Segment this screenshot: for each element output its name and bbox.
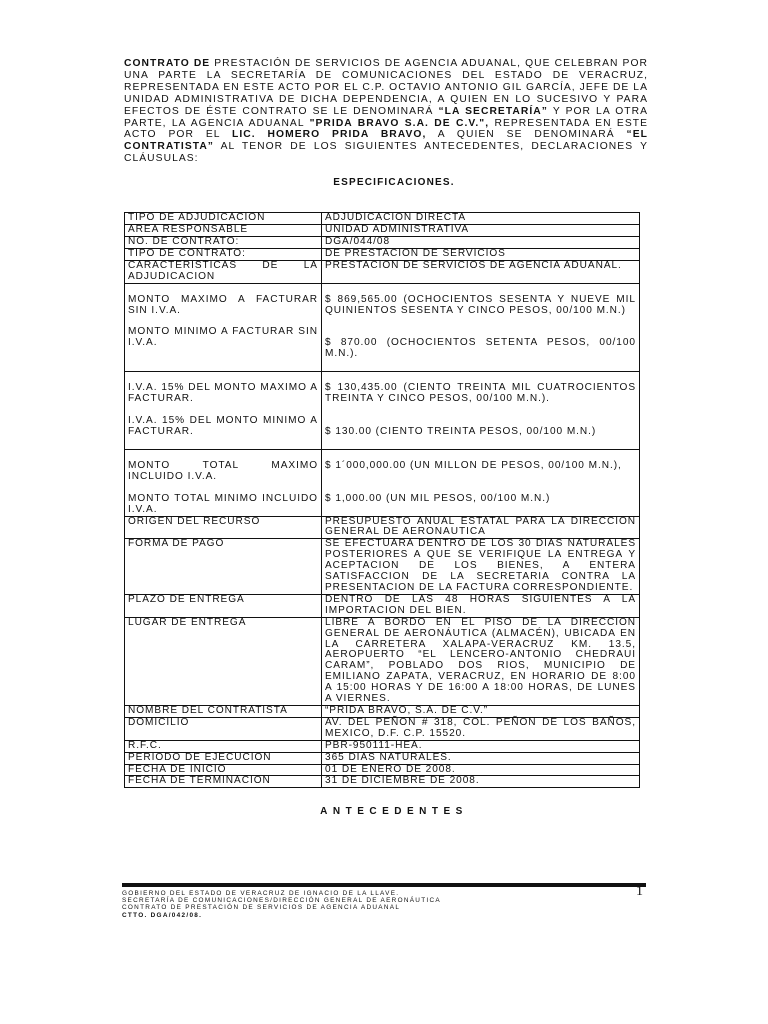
intro-bold-representative: LIC. HOMERO PRIDA BRAVO, [232, 129, 427, 141]
table-row [125, 372, 640, 450]
spacer [325, 405, 636, 427]
spec-value: “PRIDA BRAVO, S.A. DE C.V.” [322, 705, 640, 717]
intro-text-4: A QUIEN SE DENOMINARÁ [426, 129, 627, 141]
spec-value: PRESTACION DE SERVICIOS DE AGENCIA ADUANAL. [322, 260, 640, 283]
spacer [325, 472, 636, 494]
spec-value-cell [322, 449, 640, 516]
spec-value: PBR-950111-HEA. [322, 740, 640, 752]
footer-rule [122, 883, 646, 887]
specifications-table [124, 212, 640, 788]
spec-key: LUGAR DE ENTREGA [125, 617, 322, 705]
intro-bold-secretaria: “LA SECRETARÍA” [438, 105, 548, 117]
table-row [125, 764, 640, 776]
intro-bold-agency: "PRIDA BRAVO S.A. DE C.V.", [309, 117, 490, 129]
spacer [325, 284, 636, 295]
spec-key: MONTO TOTAL MINIMO INCLUIDO I.V.A. [128, 492, 318, 515]
table-row [125, 705, 640, 717]
spec-value: $ 1´000,000.00 (UN MILLON DE PESOS, 00/100 M.N.), [325, 459, 622, 471]
spec-key: TIPO DE CONTRATO: [125, 248, 322, 260]
table-row [125, 225, 640, 237]
document-page [124, 58, 648, 817]
footer-line-government: GOBIERNO DEL ESTADO DE VERACRUZ DE IGNACIO DE LA LLAVE. [122, 890, 400, 897]
spec-key: NO. DE CONTRATO: [125, 236, 322, 248]
contract-intro-paragraph [124, 58, 648, 165]
intro-text-2: Y POR LA OTRA PARTE, LA AGENCIA ADUANAL [124, 105, 649, 129]
table-row [125, 717, 640, 740]
spec-value-cell [322, 372, 640, 450]
spec-key: FORMA DE PAGO [125, 539, 322, 595]
spacer [325, 360, 636, 371]
spec-value: DENTRO DE LAS 48 HORAS SIGUIENTES A LA IMPORTACION DEL BIEN. [322, 594, 640, 617]
page-footer [122, 883, 646, 919]
spacer [325, 316, 636, 338]
table-row [125, 516, 640, 539]
spec-key: DOMICILIO [125, 717, 322, 740]
spec-key: TIPO DE ADJUDICACION [125, 213, 322, 225]
table-row [125, 776, 640, 788]
spec-value: UNIDAD ADMINISTRATIVA [322, 225, 640, 237]
spacer [128, 284, 318, 295]
intro-bold-contract: CONTRATO DE [124, 58, 211, 69]
spec-key-cell [125, 372, 322, 450]
spec-key: PERIODO DE EJECUCION [125, 752, 322, 764]
table-row [125, 213, 640, 225]
spec-value: AV. DEL PEÑON # 318, COL. PEÑON DE LOS BAÑOS, MEXICO, D.F. C.P. 15520. [322, 717, 640, 740]
spec-key: MONTO TOTAL MAXIMO INCLUIDO I.V.A. [128, 459, 318, 482]
spec-key: I.V.A. 15% DEL MONTO MINIMO A FACTURAR. [128, 415, 318, 437]
spec-value: $ 1,000.00 (UN MIL PESOS, 00/100 M.N.) [325, 492, 551, 504]
footer-line-secretariat: SECRETARÍA DE COMUNICACIONES/DIRECCIÓN GENERAL DE AERONÁUTICA [122, 897, 441, 905]
spec-key: PLAZO DE ENTREGA [125, 594, 322, 617]
table-row [125, 283, 640, 372]
spec-key: NOMBRE DEL CONTRATISTA [125, 705, 322, 717]
spec-key: AREA RESPONSABLE [125, 225, 322, 237]
spec-key: FECHA DE INICIO [125, 764, 322, 776]
intro-text-5: AL TENOR DE LOS SIGUIENTES ANTECEDENTES, DECLARACIONES Y CLÁUSULAS: [124, 141, 648, 165]
spec-key: MONTO MAXIMO A FACTURAR SIN I.V.A. [128, 293, 318, 316]
table-row [125, 752, 640, 764]
spec-value: $ 130.00 (CIENTO TREINTA PESOS, 00/100 M.N.) [325, 426, 597, 438]
page-number: 1 [636, 884, 643, 899]
table-row [125, 248, 640, 260]
spec-value: DE PRESTACION DE SERVICIOS [322, 248, 640, 260]
table-row [125, 617, 640, 705]
footer-line-contract-title: CONTRATO DE PRESTACIÓN DE SERVICIOS DE AGENCIA ADUANAL [122, 904, 401, 912]
table-row [125, 236, 640, 248]
spec-value: LIBRE A BORDO EN EL PISO DE LA DIRECCION GENERAL DE AERONÁUTICA (ALMACÉN), UBICADA EN LA CARRETERA XALAPA-VERACRUZ KM. 13.5, AEROPUERTO “EL LENCERO-ANTONIO CHEDRAUI CARAM”, POBLADO DOS RIOS, MUNICIPIO DE EMILIANO ZAPATA, VERACRUZ, EN HORARIO DE 8:00 A 15:00 HORAS Y DE 16:00 A 18:00 HORAS, DE LUNES A VIERNES. [322, 617, 640, 705]
spec-value: 31 DE DICIEMBRE DE 2008. [322, 776, 640, 788]
spec-key: R.F.C. [125, 740, 322, 752]
spec-key-cell [125, 283, 322, 372]
spec-key: ORIGEN DEL RECURSO [125, 516, 322, 539]
spec-value: $ 869,565.00 (OCHOCIENTOS SESENTA Y NUEVE MIL QUINIENTOS SESENTA Y CINCO PESOS, 00/100 M.N.) [325, 293, 636, 316]
spec-value: $ 870.00 (OCHOCIENTOS SETENTA PESOS, 00/100 M.N.). [325, 337, 636, 360]
footer-text [122, 890, 646, 919]
specifications-heading: ESPECIFICACIONES. [333, 177, 455, 189]
table-row [125, 260, 640, 283]
table-row [125, 539, 640, 595]
spec-key: FECHA DE TERMINACION [125, 776, 322, 788]
spec-value: 01 DE ENERO DE 2008. [322, 764, 640, 776]
spec-value: ADJUDICACION DIRECTA [322, 213, 640, 225]
spec-value: SE EFECTUARA DENTRO DE LOS 30 DIAS NATURALES POSTERIORES A QUE SE VERIFIQUE LA ENTREGA Y ACEPTACION DE LOS BIENES, A ENTERA SATISFACCION DE LA SECRETARIA CONTRA LA PRESENTACION DE LA FACTURA CORRESPONDIENTE. [322, 539, 640, 595]
table-row [125, 594, 640, 617]
spacer [325, 438, 636, 449]
table-row [125, 740, 640, 752]
table-row [125, 449, 640, 516]
spec-key: CARACTERISTICAS DE LA ADJUDICACION [125, 260, 322, 283]
spec-value: $ 130,435.00 (CIENTO TREINTA MIL CUATROCIENTOS TREINTA Y CINCO PESOS, 00/100 M.N.). [325, 382, 636, 405]
spec-key: I.V.A. 15% DEL MONTO MAXIMO A FACTURAR. [128, 382, 318, 405]
intro-text-1: PRESTACIÓN DE SERVICIOS DE AGENCIA ADUANAL, QUE CELEBRAN POR UNA PARTE LA SECRETARÍA DE COMUNICACIONES DEL ESTADO DE VERACRUZ, REPRESENTADA EN ESTE ACTO POR EL C.P. OCTAVIO ANTONIO GIL GARCÍA, JEFE DE LA UNIDAD ADMINISTRATIVA DE DICHA DEPENDENCIA, A QUIEN EN LO SUCESIVO Y PARA EFECTOS DE ÉSTE CONTRATO SE LE DENOMINARÁ [124, 58, 649, 117]
spec-value: 365 DIAS NATURALES. [322, 752, 640, 764]
intro-text-3: REPRESENTADA EN ESTE ACTO POR EL [124, 117, 648, 141]
spec-value: PRESUPUESTO ANUAL ESTATAL PARA LA DIRECCION GENERAL DE AERONAUTICA [322, 516, 640, 539]
spec-key-cell [125, 449, 322, 516]
spec-value-cell [322, 283, 640, 372]
spec-key: MONTO MINIMO A FACTURAR SIN I.V.A. [128, 326, 318, 349]
footer-line-contract-number: CTTO. DGA/042/08. [122, 911, 203, 919]
spec-value: DGA/044/08 [322, 236, 640, 248]
intro-bold-contratista: “EL CONTRATISTA” [124, 129, 649, 153]
antecedentes-heading: ANTECEDENTES [320, 806, 468, 818]
